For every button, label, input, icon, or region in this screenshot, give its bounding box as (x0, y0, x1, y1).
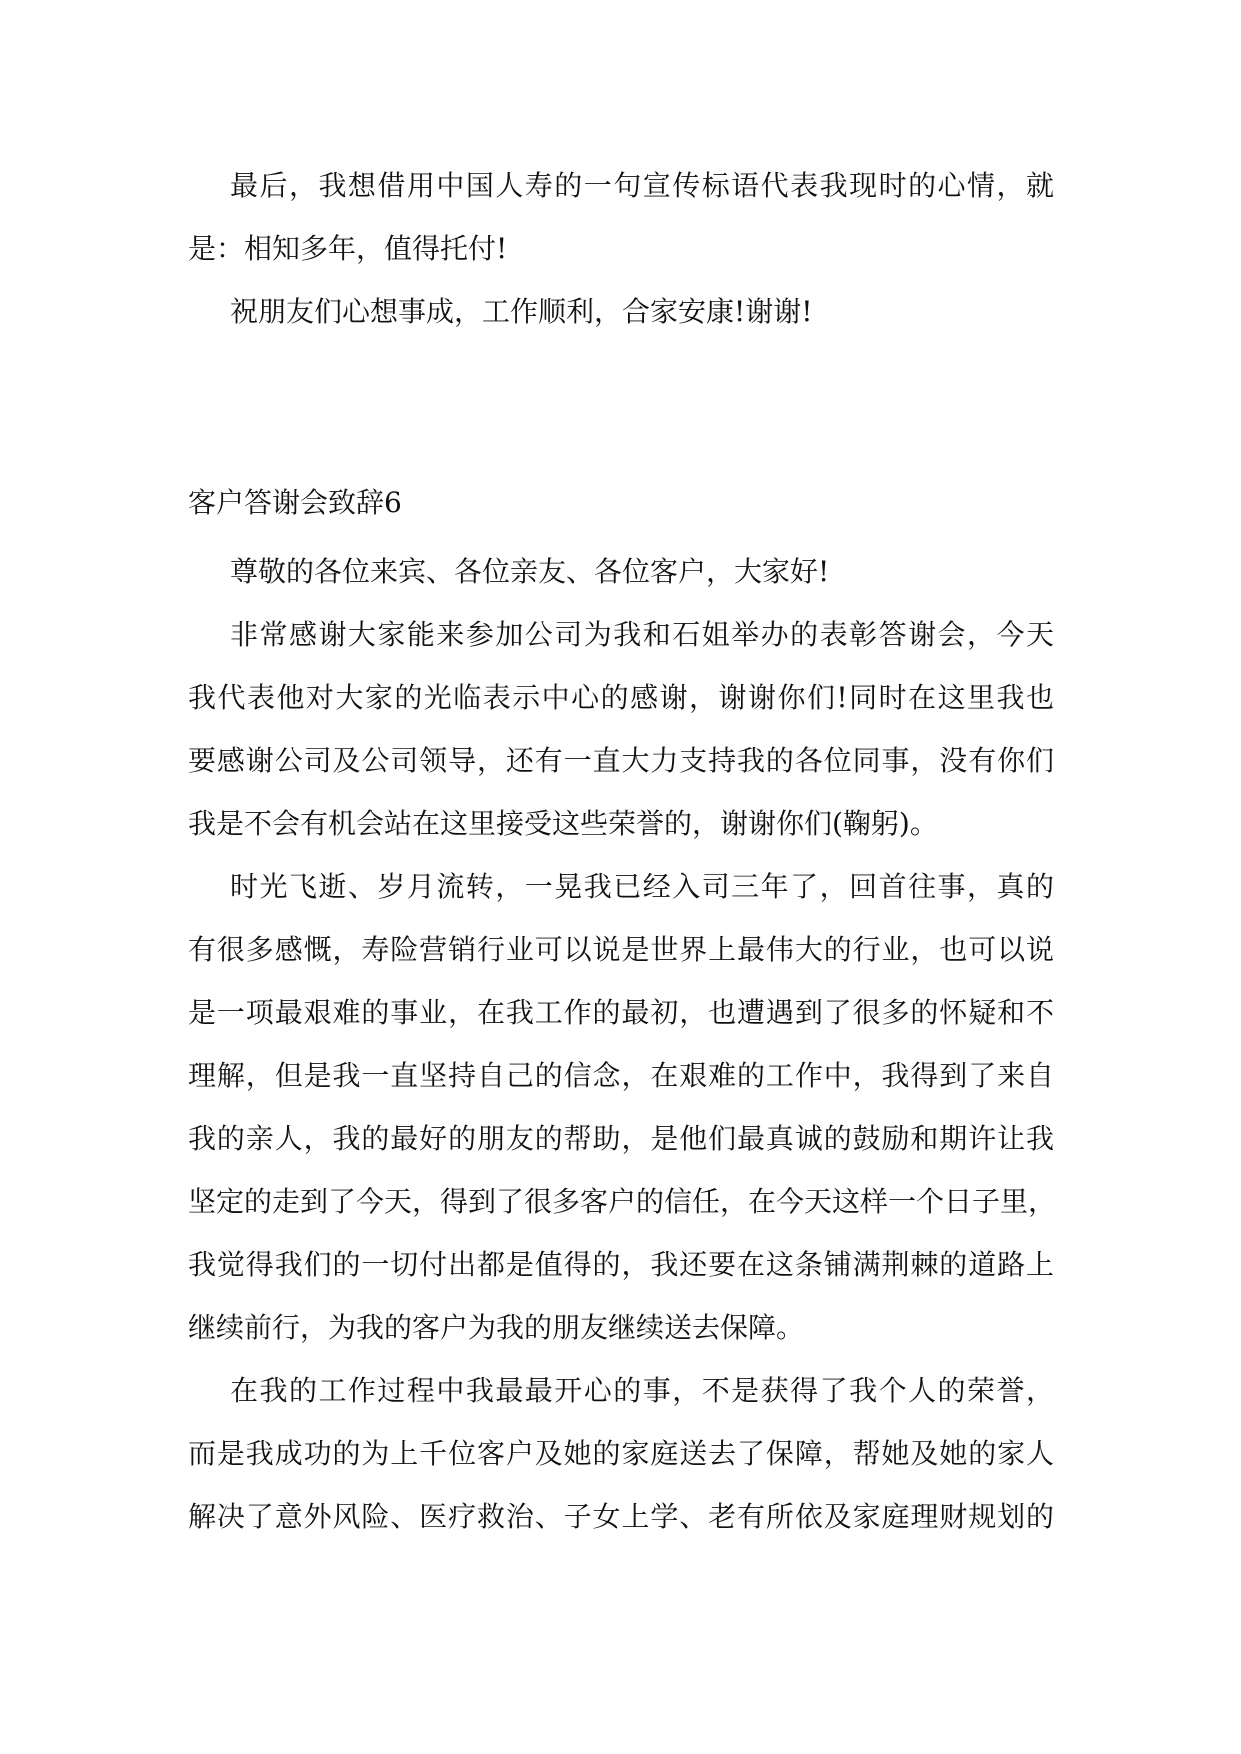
happiness-paragraph (188, 1359, 1054, 1548)
text-line: 理解，但是我一直坚持自己的信念，在艰难的工作中，我得到了来自 (188, 1059, 1054, 1092)
speech-body (188, 540, 1057, 1548)
text-line: 我代表他对大家的光临表示中心的感谢，谢谢你们!同时在这里我也 (188, 681, 1054, 714)
text-line: 最后，我想借用中国人寿的一句宣传标语代表我现时的心情，就 (230, 169, 1054, 202)
section-title: 客户答谢会致辞6 (188, 486, 402, 519)
text-line: 解决了意外风险、医疗救治、子女上学、老有所依及家庭理财规划的 (188, 1500, 1054, 1533)
text-line: 坚定的走到了今天，得到了很多客户的信任，在今天这样一个日子里， (188, 1185, 1057, 1218)
section-heading-wrap (188, 471, 1054, 534)
reflection-paragraph (188, 855, 1057, 1359)
text-line: 在我的工作过程中我最最开心的事，不是获得了我个人的荣誉， (230, 1374, 1054, 1407)
closing-wishes-paragraph (188, 280, 1054, 343)
text-line: 而是我成功的为上千位客户及她的家庭送去了保障，帮她及她的家人 (188, 1437, 1054, 1470)
text-line: 我的亲人，我的最好的朋友的帮助，是他们最真诚的鼓励和期许让我 (188, 1122, 1054, 1155)
text-line: 时光飞逝、岁月流转，一晃我已经入司三年了，回首往事，真的 (230, 870, 1054, 903)
text-line: 非常感谢大家能来参加公司为我和石姐举办的表彰答谢会，今天 (230, 618, 1054, 651)
text-line: 有很多感慨，寿险营销行业可以说是世界上最伟大的行业，也可以说 (188, 933, 1054, 966)
closing-paragraph (188, 154, 1054, 280)
text-line: 要感谢公司及公司领导，还有一直大力支持我的各位同事，没有你们 (188, 744, 1054, 777)
text-line: 祝朋友们心想事成，工作顺利，合家安康!谢谢! (230, 295, 813, 328)
text-line: 我是不会有机会站在这里接受这些荣誉的，谢谢你们(鞠躬)。 (188, 807, 938, 840)
text-line: 是：相知多年，值得托付! (188, 232, 508, 265)
text-line: 继续前行，为我的客户为我的朋友继续送去保障。 (188, 1311, 805, 1344)
text-line: 尊敬的各位来宾、各位亲友、各位客户，大家好! (230, 555, 830, 588)
text-line: 是一项最艰难的事业，在我工作的最初，也遭遇到了很多的怀疑和不 (188, 996, 1054, 1029)
greeting-paragraph (188, 540, 1054, 603)
text-line: 我觉得我们的一切付出都是值得的，我还要在这条铺满荆棘的道路上 (188, 1248, 1054, 1281)
closing-section (188, 154, 1054, 343)
thanks-paragraph (188, 603, 1054, 855)
